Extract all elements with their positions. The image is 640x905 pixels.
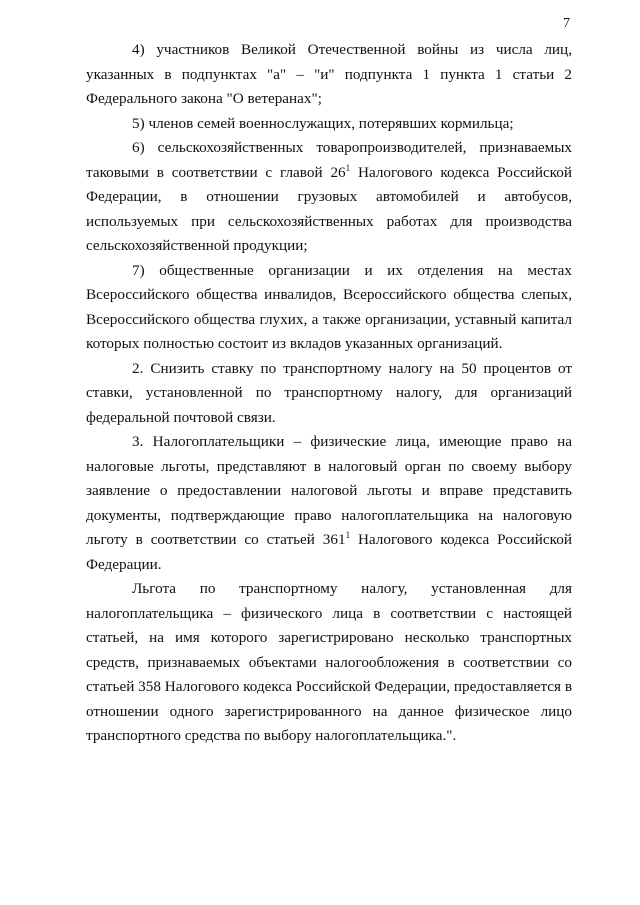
paragraph-benefit: Льгота по транспортному налогу, установленная для налогоплательщика – физического лица в соответствии с настоящей статьей, на имя которого зарегистрировано несколько транспортных средств, признаваемых объектами налогообложения в соответствии со статьей 358 Налогового кодекса Российской Федерации, предоставляется в отношении одного зарегистрированного на данное физическое лицо транспортного средства по выбору налогоплательщика.". <box>86 580 572 744</box>
paragraph-text: 6) сельскохозяйственных товаропроизводителей, признаваемых таковыми в соответствии с главой 26 <box>86 139 572 181</box>
document-body <box>86 38 572 749</box>
superscript: 1 <box>345 162 351 173</box>
paragraph-item-7: 7) общественные организации и их отделения на местах Всероссийского общества инвалидов, Всероссийского общества слепых, Всероссийского общества глухих, а также организации, уставный капитал которых полностью состоит из вкладов указанных организаций. <box>86 261 572 352</box>
paragraph-point-2: 2. Снизить ставку по транспортному налогу на 50 процентов от ставки, установленной по транспортному налогу, для организаций федеральной почтовой связи. <box>86 359 572 426</box>
paragraph-text: Налогового кодекса Российской Федерации, в отношении грузовых автомобилей и автобусов, используемых при сельскохозяйственных работах для производства сельскохозяйственной продукции; <box>86 163 573 254</box>
paragraph-item-4: 4) участников Великой Отечественной войны из числа лиц, указанных в подпунктах "а" – "и" подпункта 1 пункта 1 статьи 2 Федерального закона "О ветеранах"; <box>86 41 572 107</box>
paragraph-text: 3. Налогоплательщики – физические лица, имеющие право на налоговые льготы, представляют в налоговый орган по своему выбору заявление о предоставлении налоговой льготы и вправе представить документы, подтверждающие право налогоплательщика на налоговую льготу в соответствии со статьей 361 <box>86 433 572 548</box>
paragraph-item-6 <box>86 136 572 259</box>
paragraph-text: Налогового кодекса Российской Федерации. <box>86 531 572 573</box>
paragraph-item-5: 5) членов семей военнослужащих, потерявших кормильца; <box>132 114 514 132</box>
page-number: 7 <box>563 16 570 31</box>
paragraph-point-3 <box>86 430 572 577</box>
superscript: 1 <box>345 529 351 540</box>
